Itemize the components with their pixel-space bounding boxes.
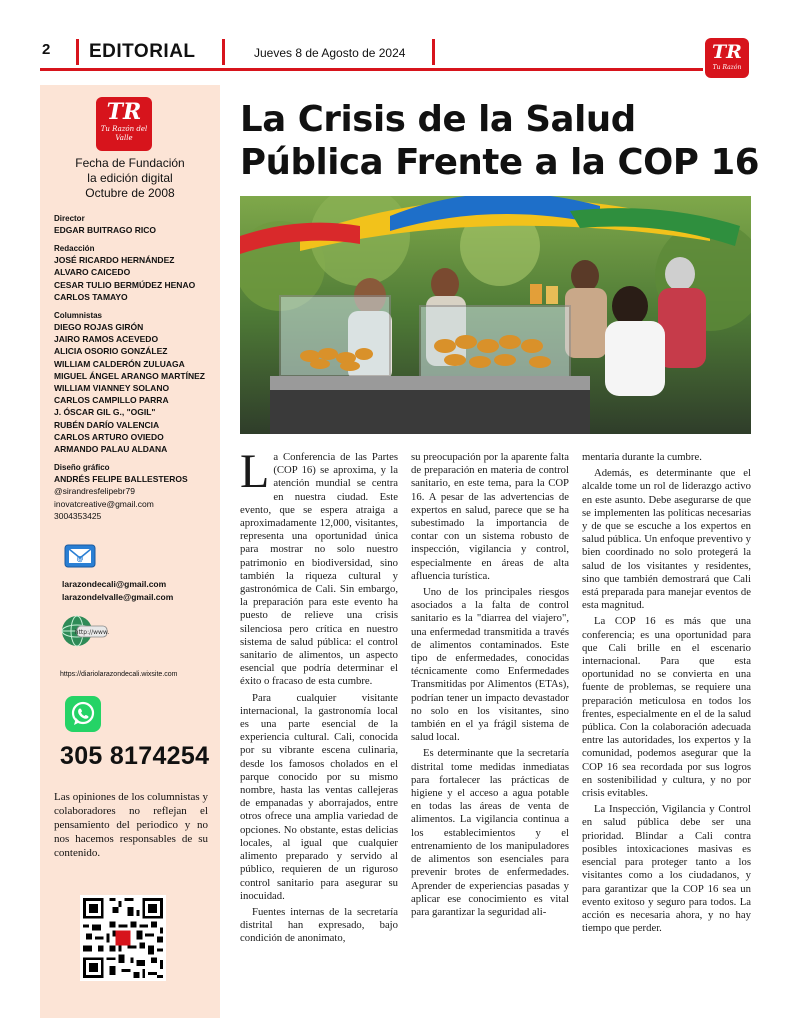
article-paragraph: Uno de los principales riesgos asociados a la falta de control sanitario es la "diarrea del viajero", una enfermedad transmitida a través de alimentos contaminados. Este tipo de enfermedades, conocidas técnicamente como Enfermedades Transmitidas por Alimentos (ETAs), podrían tener un impacto devastador no solo en los visitantes, sino también en el ya frágil sistema de salud local. bbox=[411, 586, 569, 744]
columnist-name: CARLOS ARTURO OVIEDO bbox=[54, 431, 164, 442]
section-title: EDITORIAL bbox=[89, 41, 196, 62]
columnist-name: MIGUEL ÁNGEL ARANGO MARTÍNEZ bbox=[54, 370, 205, 381]
article-paragraph: Para cualquier visitante internacional, la gastronomía local es una parte esencial de la experiencia cultural. Cali, conocida por su vibrante escena culinaria, desde los famosos cholados en el parque conocido por su mismo nombre, hasta las ventas callejeras de empanadas y aborrajados, entre otros ofrece una amplia variedad de opciones. No obstante, estas delicias locales, al igual que cualquier alimento preparado y servido al público, requieren de un riguroso control sanitario para asegurar su inocuidad. bbox=[240, 691, 398, 902]
whatsapp-icon bbox=[65, 696, 101, 732]
qr-code-icon[interactable] bbox=[80, 895, 166, 981]
director-label: Director bbox=[54, 214, 85, 223]
article-column-2 bbox=[411, 451, 569, 922]
staff-name: ALVARO CAICEDO bbox=[54, 267, 131, 278]
article-column-3 bbox=[582, 451, 751, 938]
header-rule bbox=[40, 68, 703, 71]
photo-street-food-stall bbox=[240, 196, 751, 434]
columnist-name: J. ÓSCAR GIL G., "OGIL" bbox=[54, 407, 156, 418]
founding-info: Fecha de Fundación la edición digital Octubre de 2008 bbox=[75, 156, 185, 200]
sidebar-logo bbox=[96, 97, 152, 151]
logo-mark: TR bbox=[106, 99, 142, 125]
email-link[interactable]: larazondecali@gmail.com bbox=[62, 579, 167, 589]
globe-icon-label: http://www. bbox=[74, 629, 109, 636]
page-number: 2 bbox=[42, 41, 51, 58]
contact-phone[interactable]: 305 8174254 bbox=[60, 742, 210, 770]
disclaimer-text: Las opiniones de los columnistas y colaboradores no reflejan el pensamiento del periodico y no nos hacemos responsables de su contenido. bbox=[54, 791, 208, 859]
article-paragraph: Además, es determinante que el alcalde tome un rol de liderazgo activo en este asunto. Debe asegurarse de que se implementen las políticas necesarias y de que se escuche a los expertos en salud pública. Un enfoque preventivo y bien coordinado no solo protegerá la salud de los visitantes y residentes, sino que también demostrará que Cali está preparada para manejar eventos de esta magnitud. bbox=[582, 467, 751, 612]
columnistas-label: Columnistas bbox=[54, 311, 103, 321]
article-paragraph: La COP 16 es más que una conferencia; es una oportunidad para que Cali brille en el escenario internacional. Para que esta oportunidad no se convierta en una fuente de problemas, se requiere una preparación meticulosa en todos los frentes, especialmente en el de la salud pública. Con la colaboración adecuada entre las autoridades, los expertos y la comunidad, podemos asegurar que la COP 16 sea recordada por sus logros en sostenibilidad y cultura, y no por crisis evitables. bbox=[582, 615, 751, 800]
staff-credits bbox=[54, 209, 218, 522]
design-label: Diseño gráfico bbox=[54, 463, 110, 473]
columnist-name: RUBÉN DARÍO VALENCIA bbox=[54, 419, 160, 430]
drop-cap: L bbox=[240, 445, 270, 498]
columnist-name: ARMANDO PALAU ALDANA bbox=[54, 444, 168, 455]
issue-date: Jueves 8 de Agosto de 2024 bbox=[254, 46, 406, 60]
email-icon bbox=[64, 542, 96, 570]
columnist-name: JAIRO RAMOS ACEVEDO bbox=[54, 334, 159, 345]
article-paragraph: La Conferencia de las Partes (COP 16) se aproxima, y la atención mundial se centra en nuestra ciudad. Este evento, que se espera atraiga a aproximadamente 12,000, visitantes, representa una oportunidad única para mostrar no solo nuestro patrimonio en biodiversidad, sino también la riqueza cultural y gastronómica de Cali. Sin embargo, la preparación para este evento ha puesto de relieve una crisis silenciosa pero crítica en nuestro sistema de salud pública: el control sanitario de alimentos, un aspecto esencial que podría determinar el éxito o fracaso de esta cumbre. bbox=[240, 445, 398, 688]
header-divider bbox=[432, 39, 435, 65]
columnist-name: ALICIA OSORIO GONZÁLEZ bbox=[54, 346, 168, 357]
designer-name: ANDRÉS FELIPE BALLESTEROS bbox=[54, 474, 188, 485]
article-paragraph: su preocupación por la aparente falta de preparación en materia de control sanitario, en este tema, para la COP 16. A pesar de las advertencias de expertos en salud, parece que se ha subestimado la importancia de contar con un sistema robusto de inspección, vigilancia y control, especialmente en áreas de alta afluencia turística. bbox=[411, 451, 569, 582]
header-divider bbox=[222, 39, 225, 65]
staff-name: CESAR TULIO BERMÚDEZ HENAO bbox=[54, 279, 196, 290]
director-name: EDGAR BUITRAGO RICO bbox=[54, 225, 156, 235]
redaccion-label: Redacción bbox=[54, 244, 95, 254]
article-paragraph: mentaria durante la cumbre. bbox=[582, 451, 702, 463]
logo-mark: TR bbox=[712, 41, 742, 63]
columnist-name: CARLOS CAMPILLO PARRA bbox=[54, 395, 169, 406]
article-column-1 bbox=[240, 445, 398, 949]
staff-name: CARLOS TAMAYO bbox=[54, 291, 128, 302]
website-link[interactable]: https://diariolarazondecali.wixsite.com bbox=[60, 671, 178, 678]
globe-icon bbox=[59, 612, 109, 650]
logo-tagline: Tu Razón bbox=[712, 64, 742, 71]
email-link[interactable]: larazondelvalle@gmail.com bbox=[62, 592, 174, 602]
article-paragraph: La Inspección, Vigilancia y Control en salud pública debe ser una prioridad. Blindar a Cali contra posibles intoxicaciones masivas es esencial para proteger tanto a los visitantes como a los ciudadanos, y para garantizar que la COP 16 sea un evento exitoso y seguro para todos. La acción es necesaria ahora, y no hay tiempo que perder. bbox=[582, 803, 751, 935]
designer-handle: @sirandresfelipebr79 bbox=[54, 486, 135, 497]
brand-logo bbox=[705, 38, 749, 78]
staff-name: JOSÉ RICARDO HERNÁNDEZ bbox=[54, 255, 175, 266]
designer-email: inovatcreative@gmail.com bbox=[54, 498, 154, 509]
header-divider bbox=[76, 39, 79, 65]
contact-emails bbox=[62, 578, 173, 604]
columnist-name: WILLIAM CALDERÓN ZULUAGA bbox=[54, 358, 185, 369]
svg-text:@: @ bbox=[76, 555, 84, 563]
page-header bbox=[0, 0, 792, 80]
columnist-name: DIEGO ROJAS GIRÓN bbox=[54, 322, 144, 333]
masthead-sidebar bbox=[40, 85, 220, 1018]
columnist-name: WILLIAM VIANNEY SOLANO bbox=[54, 383, 170, 394]
article-headline: La Crisis de la Salud Pública Frente a la COP 16 bbox=[240, 99, 760, 183]
designer-phone: 3004353425 bbox=[54, 510, 102, 521]
article-paragraph: Fuentes internas de la secretaría distrital han expresado, bajo condición de anonimato, bbox=[240, 905, 398, 945]
article-paragraph: Es determinante que la secretaría distrital tome medidas inmediatas para fortalecer las prácticas de higiene y el acceso a agua potable en todas las áreas de venta de alimentos. La vigilancia continua a los establecimientos y el entrenamiento de los manipuladores de alimentos son esenciales para prevenir brotes de enfermedades. Aprender de experiencias pasadas y aplicar ese conocimiento es vital para garantizar la seguridad ali- bbox=[411, 747, 569, 918]
logo-tagline: Tu Razón del Valle bbox=[100, 125, 148, 142]
